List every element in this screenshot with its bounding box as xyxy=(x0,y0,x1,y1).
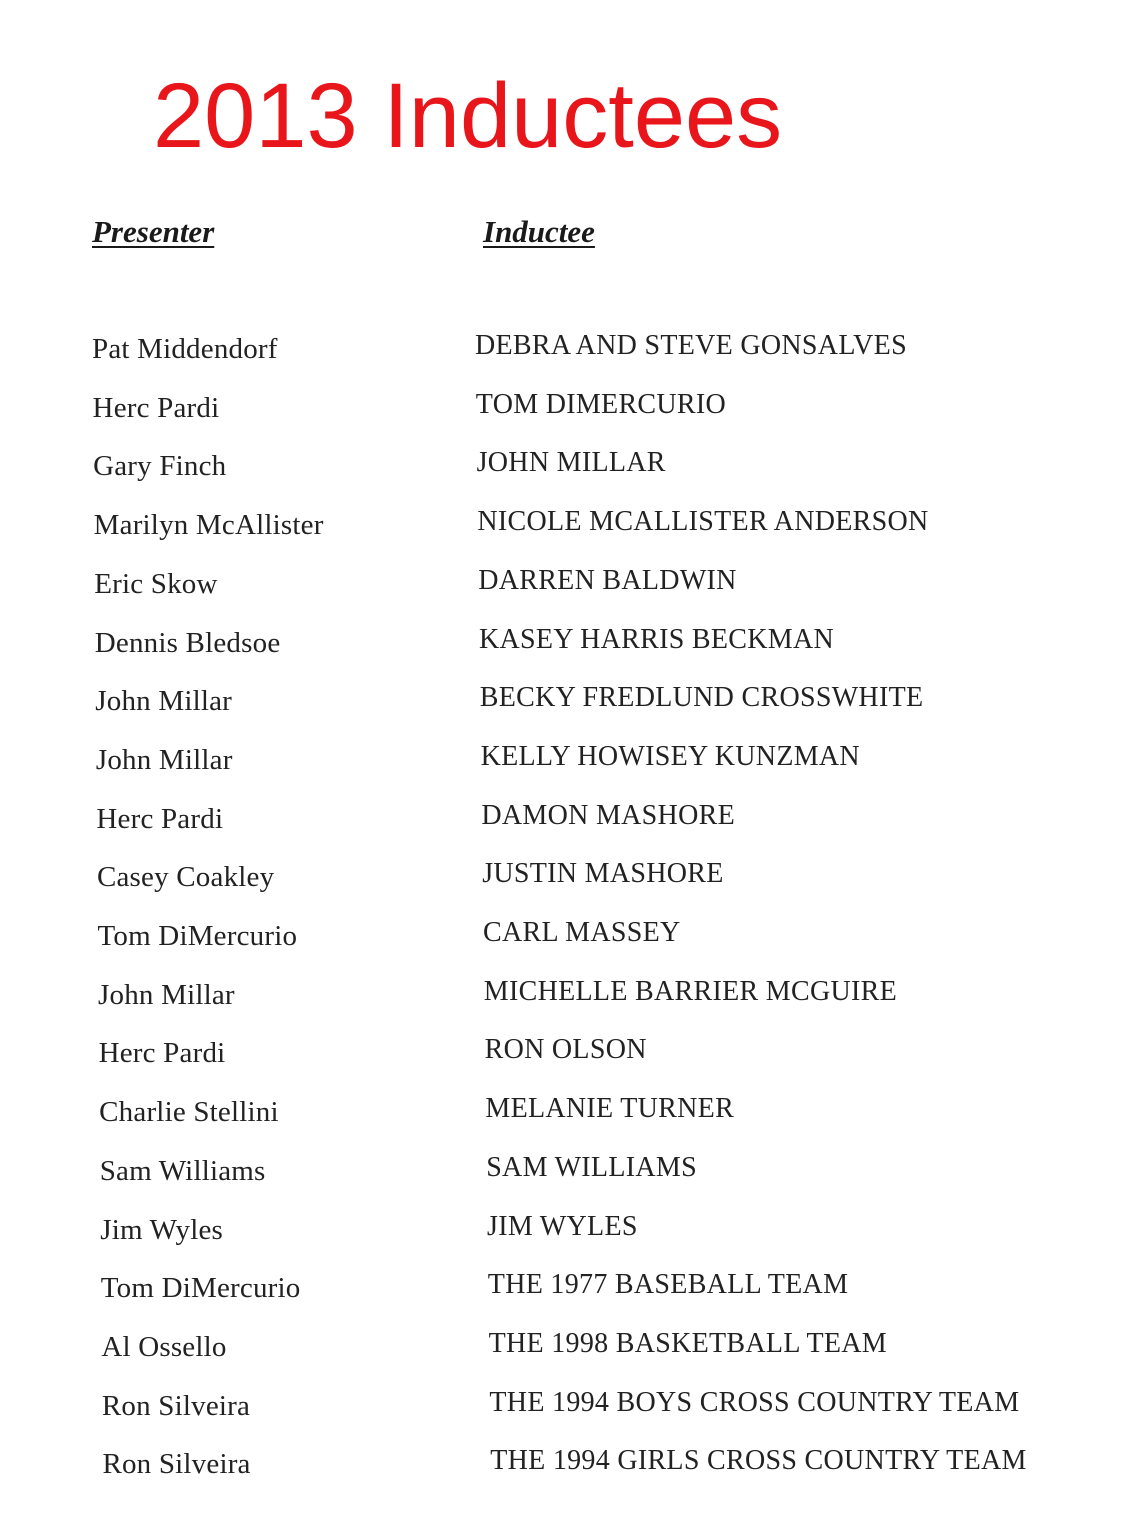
presenter-name: Ron Silveira xyxy=(101,1389,251,1422)
page-title: 2013 Inductees xyxy=(153,65,783,167)
presenter-name: Tom DiMercurio xyxy=(97,920,298,952)
presenter-name: Pat Middendorf xyxy=(92,333,278,365)
inductee-name: BECKY FREDLUND CROSSWHITE xyxy=(479,682,924,714)
presenter-name: Eric Skow xyxy=(94,567,218,600)
presenter-name: Sam Williams xyxy=(99,1154,266,1187)
inductee-name: THE 1998 BASKETBALL TEAM xyxy=(488,1327,888,1359)
presenter-name: Tom DiMercurio xyxy=(100,1272,301,1305)
inductee-name: DARREN BALDWIN xyxy=(478,564,737,596)
inductee-name: KELLY HOWISEY KUNZMAN xyxy=(480,740,860,772)
inductee-column-header: Inductee xyxy=(483,214,595,249)
inductee-name: JUSTIN MASHORE xyxy=(482,858,724,890)
presenter-name: Marilyn McAllister xyxy=(93,509,324,542)
presenter-name: Charlie Stellini xyxy=(99,1096,279,1129)
inductee-name: THE 1994 GIRLS CROSS COUNTRY TEAM xyxy=(490,1445,1027,1477)
inductee-name: TOM DIMERCURIO xyxy=(475,388,727,420)
inductee-name: JIM WYLES xyxy=(487,1210,638,1242)
presenter-name: Ron Silveira xyxy=(102,1448,251,1481)
presenter-name: John Millar xyxy=(98,978,235,1011)
inductee-name: DAMON MASHORE xyxy=(481,799,735,831)
presenter-name: Casey Coakley xyxy=(96,861,275,894)
inductee-name: MELANIE TURNER xyxy=(485,1093,735,1125)
presenter-column-header: Presenter xyxy=(92,214,215,249)
inductee-name: JOHN MILLAR xyxy=(476,447,666,479)
presenter-name: Herc Pardi xyxy=(96,802,224,835)
presenter-name: Gary Finch xyxy=(93,450,227,483)
inductee-name: NICOLE MCALLISTER ANDERSON xyxy=(477,506,929,538)
presenter-name: Herc Pardi xyxy=(92,391,220,424)
inductee-name: RON OLSON xyxy=(484,1034,647,1066)
presenter-name: Herc Pardi xyxy=(98,1037,226,1070)
inductee-name: THE 1994 BOYS CROSS COUNTRY TEAM xyxy=(489,1386,1020,1418)
inductee-name: THE 1977 BASEBALL TEAM xyxy=(487,1269,849,1301)
presenter-name: Al Ossello xyxy=(101,1330,227,1363)
inductee-name: DEBRA AND STEVE GONSALVES xyxy=(475,330,907,361)
inductee-name: CARL MASSEY xyxy=(483,917,681,948)
presenter-name: Dennis Bledsoe xyxy=(94,626,281,659)
presenter-name: John Millar xyxy=(95,685,233,718)
inductee-name: KASEY HARRIS BECKMAN xyxy=(479,623,835,655)
presenter-name: John Millar xyxy=(95,743,233,776)
presenter-name: Jim Wyles xyxy=(100,1213,224,1246)
inductee-name: MICHELLE BARRIER MCGUIRE xyxy=(483,975,897,1007)
inductee-name: SAM WILLIAMS xyxy=(486,1151,697,1183)
